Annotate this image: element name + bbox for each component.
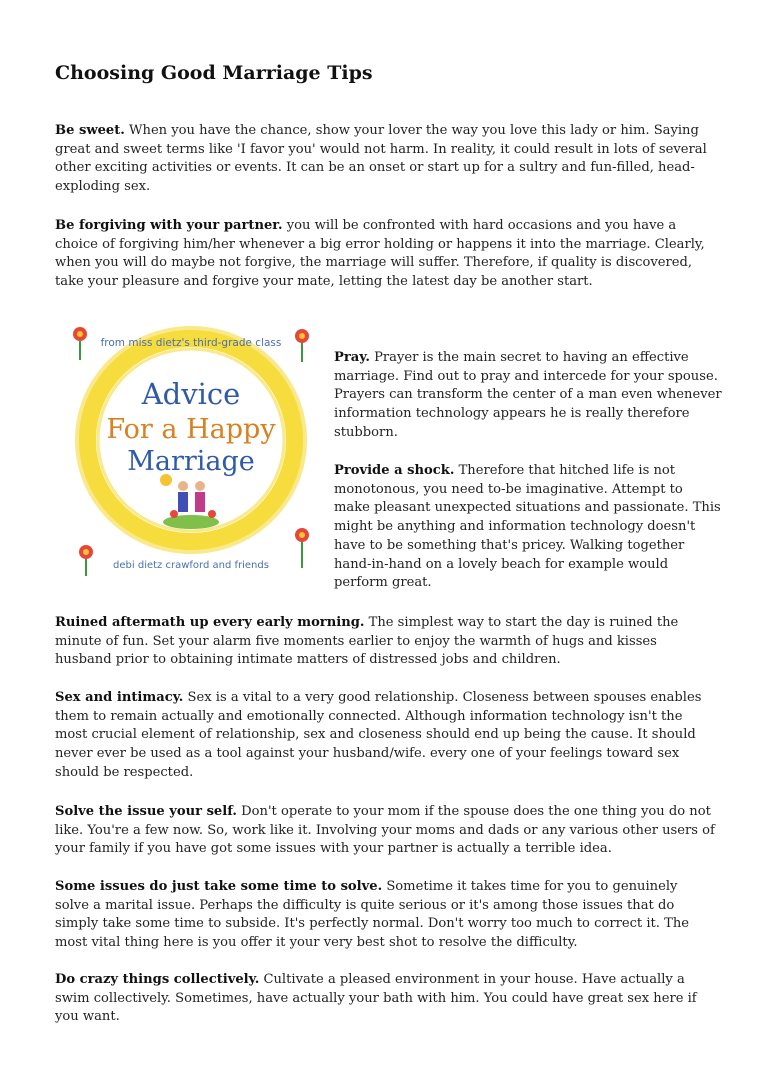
paragraph-some-issues xyxy=(55,878,715,953)
paragraph-do-crazy-things xyxy=(55,971,715,1027)
paragraph-body: Therefore that hitched life is not monotonous, you need to-be imaginative. Attempt to make pleasant unexpected situations and passionate. This might be anything and information technology doesn't have to be something that's pricey. Walking together hand-in-hand on a lovely beach for example would perform great. xyxy=(334,463,721,591)
cover-title-line-3: Marriage xyxy=(127,446,255,477)
paragraph-be-sweet xyxy=(55,122,715,197)
cover-authors: debi dietz crawford and friends xyxy=(113,560,269,571)
paragraph-heading: Some issues do just take some time to solve. xyxy=(55,879,383,894)
cover-title-line-2: For a Happy xyxy=(106,414,276,445)
cover-top-line: from miss dietz's third-grade class xyxy=(100,337,282,349)
paragraph-heading: Sex and intimacy. xyxy=(55,690,184,705)
paragraph-pray xyxy=(334,349,722,443)
book-cover-illustration xyxy=(66,320,316,582)
flower-icon xyxy=(79,545,93,576)
paragraph-body: Sex is a vital to a very good relationship. Closeness between spouses enables them to remain actually and emotionally connected. Although information technology isn't the most crucial element of relationship, sex and closeness should end up being the cause. It should never ever be used as a tool against your husband/wife. every one of your feelings toward sex should be respected. xyxy=(55,690,702,780)
paragraph-heading: Ruined aftermath up every early morning. xyxy=(55,615,365,630)
paragraph-heading: Provide a shock. xyxy=(334,463,455,478)
paragraph-sex-and-intimacy xyxy=(55,689,715,783)
paragraph-body: Cultivate a pleased environment in your house. Have actually a swim collectively. Sometimes, have actually your bath with him. You could have great sex here if you want. xyxy=(55,972,697,1025)
paragraph-heading: Do crazy things collectively. xyxy=(55,972,260,987)
paragraph-solve-the-issue xyxy=(55,803,715,859)
paragraph-body: The simplest way to start the day is ruined the minute of fun. Set your alarm five moments earlier to enjoy the warmth of hugs and kisses husband prior to obtaining intimate matters of distressed jobs and children. xyxy=(55,615,679,668)
paragraph-heading: Be sweet. xyxy=(55,123,125,138)
paragraph-body: you will be confronted with hard occasions and you have a choice of forgiving him/her whenever a big error holding or happens it into the marriage. Clearly, when you will do maybe not forgive, the marriage will suffer. Therefore, if quality is discovered, take your pleasure and forgive your mate, letting the latest day be another start. xyxy=(55,218,705,290)
paragraph-heading: Pray. xyxy=(334,350,370,365)
flower-icon xyxy=(73,327,87,360)
paragraph-body: Sometime it takes time for you to genuinely solve a marital issue. Perhaps the difficulty is quite serious or it's among those issues that do simply take some time to subside. It's perfectly normal. Don't worry too much to correct it. The most vital thing here is you offer it your very best shot to resolve the difficulty. xyxy=(55,879,690,951)
cover-title-line-1: Advice xyxy=(141,377,241,411)
paragraph-ruined-aftermath xyxy=(55,614,715,670)
paragraph-body: When you have the chance, show your lover the way you love this lady or him. Saying great and sweet terms like 'I favor you' would not harm. In reality, it could result in lots of several other exciting activities or events. It can be an onset or start up for a sultry and fun-filled, head-exploding sex. xyxy=(55,123,707,195)
flower-icon xyxy=(295,528,309,568)
paragraph-heading: Be forgiving with your partner. xyxy=(55,218,283,233)
paragraph-body: Don't operate to your mom if the spouse does the one thing you do not like. You're a few now. So, work like it. Involving your moms and dads or any various other users of your family if you have got some issues with your partner is actually a terrible idea. xyxy=(55,804,715,857)
paragraph-be-forgiving xyxy=(55,217,715,292)
book-cover-image xyxy=(66,320,316,582)
paragraph-body: Prayer is the main secret to having an effective marriage. Find out to pray and intercede for your spouse. Prayers can transform the center of a man even whenever information technology appears he is really therefore stubborn. xyxy=(334,350,722,440)
paragraph-heading: Solve the issue your self. xyxy=(55,804,237,819)
flower-icon xyxy=(295,329,309,362)
page-title: Choosing Good Marriage Tips xyxy=(55,62,373,84)
paragraph-provide-a-shock xyxy=(334,462,722,593)
couple-figures xyxy=(163,481,219,529)
